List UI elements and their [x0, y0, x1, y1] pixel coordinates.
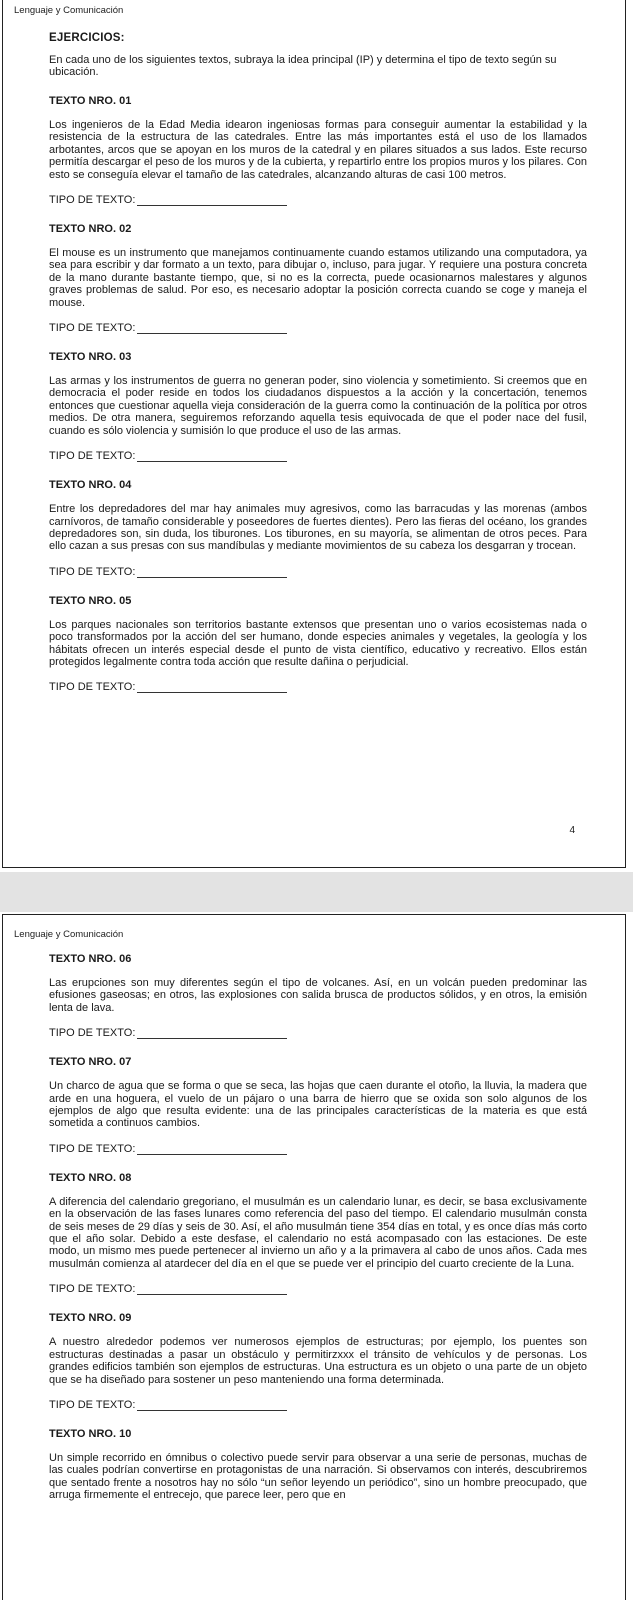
tipo-de-texto-field: [49, 1027, 587, 1039]
text-block-05: [49, 595, 587, 694]
answer-blank-line[interactable]: [137, 453, 287, 462]
answer-blank-line[interactable]: [137, 1030, 287, 1039]
page-header: Lenguaje y Comunicación: [14, 5, 124, 16]
instruction-text: En cada uno de los siguientes textos, subraya la idea principal (IP) y determina el tipo de texto según su ubicación.: [49, 54, 557, 78]
tipo-de-texto-field: [49, 194, 587, 206]
tipo-de-texto-field: [49, 681, 587, 693]
text-paragraph: Las erupciones son muy diferentes según el tipo de volcanes. Así, en un volcán pueden predominar las efusiones gaseosas; en otros, las explosiones con salida brusca de productos sólidos, y en otros, la emisión lenta de lava.: [49, 977, 587, 1014]
tipo-label: TIPO DE TEXTO:: [49, 1283, 136, 1296]
tipo-label: TIPO DE TEXTO:: [49, 1142, 136, 1155]
text-paragraph: Las armas y los instrumentos de guerra no generan poder, sino violencia y sometimiento. Si creemos que en democracia el poder reside en todos los ciudadanos dispuestos a la acción y la concertación, tenemos entonces que cuestionar aquella vieja consideración de la guerra como la continuación de la política por otros medios. De otra manera, seguiremos reforzando aquella tesis equivocada de que el poder nace del fusil, cuando es sólo violencia y sumisión lo que produce el uso de las armas.: [49, 375, 587, 437]
text-block-09: [49, 1312, 587, 1411]
answer-blank-line[interactable]: [137, 1402, 287, 1411]
text-title: TEXTO NRO. 02: [49, 223, 132, 236]
tipo-label: TIPO DE TEXTO:: [49, 1398, 136, 1411]
answer-blank-line[interactable]: [137, 197, 287, 206]
tipo-label: TIPO DE TEXTO:: [49, 565, 136, 578]
text-paragraph: Entre los depredadores del mar hay animales muy agresivos, como las barracudas y las morenas (ambos carnívoros, de tamaño considerable y poseedores de fuertes dientes). Pero las fieras del océano, los grandes depredadores son, sin duda, los tiburones. Los tiburones, en su mayoría, se alimentan de otros peces. Para ello cazan a sus presas con sus mandíbulas y mediante movimientos de su cabeza los desgarran y trocean.: [49, 503, 587, 553]
text-title: TEXTO NRO. 06: [49, 953, 132, 965]
text-paragraph: El mouse es un instrumento que manejamos continuamente cuando estamos utilizando una computadora, ya sea para escribir y dar formato a un texto, para dibujar o, incluso, para jugar. Y requiere una postura concreta de la mano durante bastante tiempo, que, si no es la correcta, puede ocasionarnos malestares y algunos graves problemas de salud. Por eso, es necesario adoptar la posición correcta cuando se coge y maneja el mouse.: [49, 247, 587, 309]
tipo-label: TIPO DE TEXTO:: [49, 681, 136, 694]
tipo-de-texto-field: [49, 566, 587, 578]
text-paragraph: Un simple recorrido en ómnibus o colectivo puede servir para observar a una serie de personas, muchas de las cuales podrían convertirse en protagonistas de una narración. Si observamos con interés, descubriremos que sentado frente a nosotros hay no sólo “un señor leyendo un periódico”, sino un hombre preocupado, que arruga firmemente el entrecejo, que parece leer, pero que en: [49, 1451, 587, 1502]
answer-blank-line[interactable]: [137, 1286, 287, 1295]
answer-blank-line[interactable]: [137, 684, 287, 693]
text-paragraph: Un charco de agua que se forma o que se seca, las hojas que caen durante el otoño, la lluvia, la madera que arde en una hoguera, el vuelo de un pájaro o una barra de hierro que se oxida son solo algunos de los ejemplos de algo que resulta evidente: una de las principales características de la materia es que está sometida a continuos cambios.: [49, 1080, 587, 1130]
tipo-de-texto-field: [49, 1143, 587, 1155]
text-title: TEXTO NRO. 04: [49, 479, 132, 492]
text-block-07: [49, 1056, 587, 1155]
tipo-label: TIPO DE TEXTO:: [49, 450, 136, 463]
text-title: TEXTO NRO. 07: [49, 1056, 132, 1069]
text-paragraph: A nuestro alrededor podemos ver numerosos ejemplos de estructuras; por ejemplo, los puentes son estructuras destinadas a pasar un obstáculo y permitirzxxx el tránsito de vehículos y de personas. Los grandes edificios también son ejemplos de estructuras. Una estructura es un objeto o una parte de un objeto que se ha diseñado para sostener un peso manteniendo una forma determinada.: [49, 1336, 587, 1386]
tipo-label: TIPO DE TEXTO:: [49, 1027, 136, 1040]
answer-blank-line[interactable]: [137, 1146, 287, 1155]
page-content: [49, 953, 587, 1502]
text-title: TEXTO NRO. 09: [49, 1312, 132, 1325]
text-title: TEXTO NRO. 03: [49, 351, 132, 364]
tipo-label: TIPO DE TEXTO:: [49, 194, 136, 207]
text-title: TEXTO NRO. 01: [49, 95, 132, 107]
text-title: TEXTO NRO. 05: [49, 594, 132, 607]
text-block-03: [49, 351, 587, 462]
page-content: [49, 32, 587, 693]
text-paragraph: Los ingenieros de la Edad Media idearon ingeniosas formas para conseguir aumentar la estabilidad y la resistencia de la estructura de las catedrales. Entre las más importantes está el uso de los llamados arbotantes, arcos que se apoyan en los muros de la catedral y en pilares situados a sus lados. Este recurso permitía descargar el peso de los muros y de la cubierta, y repartirlo entre los propios muros y los pilares. Con esto se conseguía elevar el tamaño de las catedrales, alcanzando alturas de casi 100 metros.: [49, 119, 587, 181]
answer-blank-line[interactable]: [137, 325, 287, 334]
answer-blank-line[interactable]: [137, 569, 287, 578]
tipo-de-texto-field: [49, 1283, 587, 1295]
tipo-de-texto-field: [49, 1399, 587, 1411]
tipo-de-texto-field: [49, 322, 587, 334]
text-paragraph: A diferencia del calendario gregoriano, el musulmán es un calendario lunar, es decir, se basa exclusivamente en la observación de las fases lunares como referencia del paso del tiempo. El calendario musulmán consta de seis meses de 29 días y seis de 30. Así, el año musulmán tiene 354 días en total, y es once días más corto que el año solar. Debido a este desfase, el calendario no está acompasado con las estaciones. De este modo, un mismo mes puede pertenecer al invierno un año y a la primavera al cabo de unos años. Cada mes musulmán comienza al atardecer del día en el que se puede ver el principio del cuarto creciente de la Luna.: [49, 1195, 587, 1270]
document-page-2: [2, 914, 626, 1600]
text-block-02: [49, 223, 587, 334]
tipo-de-texto-field: [49, 450, 587, 462]
text-block-01: [49, 95, 587, 206]
page-header: Lenguaje y Comunicación: [14, 929, 124, 940]
page-number: 4: [569, 825, 575, 836]
page-gap: [0, 872, 633, 912]
text-block-04: [49, 479, 587, 578]
text-paragraph: Los parques nacionales son territorios bastante extensos que presentan uno o varios ecosistemas nada o poco transformados por la acción del ser humano, donde especies animales y vegetales, la geología y los hábitats ofrecen un interés especial desde el punto de vista científico, educativo y recreativo. Ellos están protegidos legalmente contra toda acción que resulte dañina o perjudicial.: [49, 618, 587, 668]
text-block-06: [49, 953, 587, 1039]
text-title: TEXTO NRO. 08: [49, 1171, 132, 1184]
tipo-label: TIPO DE TEXTO:: [49, 322, 136, 335]
text-title: TEXTO NRO. 10: [49, 1427, 132, 1440]
text-block-10: [49, 1428, 587, 1502]
exercises-title: EJERCICIOS:: [49, 32, 125, 44]
document-page-1: [2, 0, 626, 868]
text-block-08: [49, 1172, 587, 1295]
